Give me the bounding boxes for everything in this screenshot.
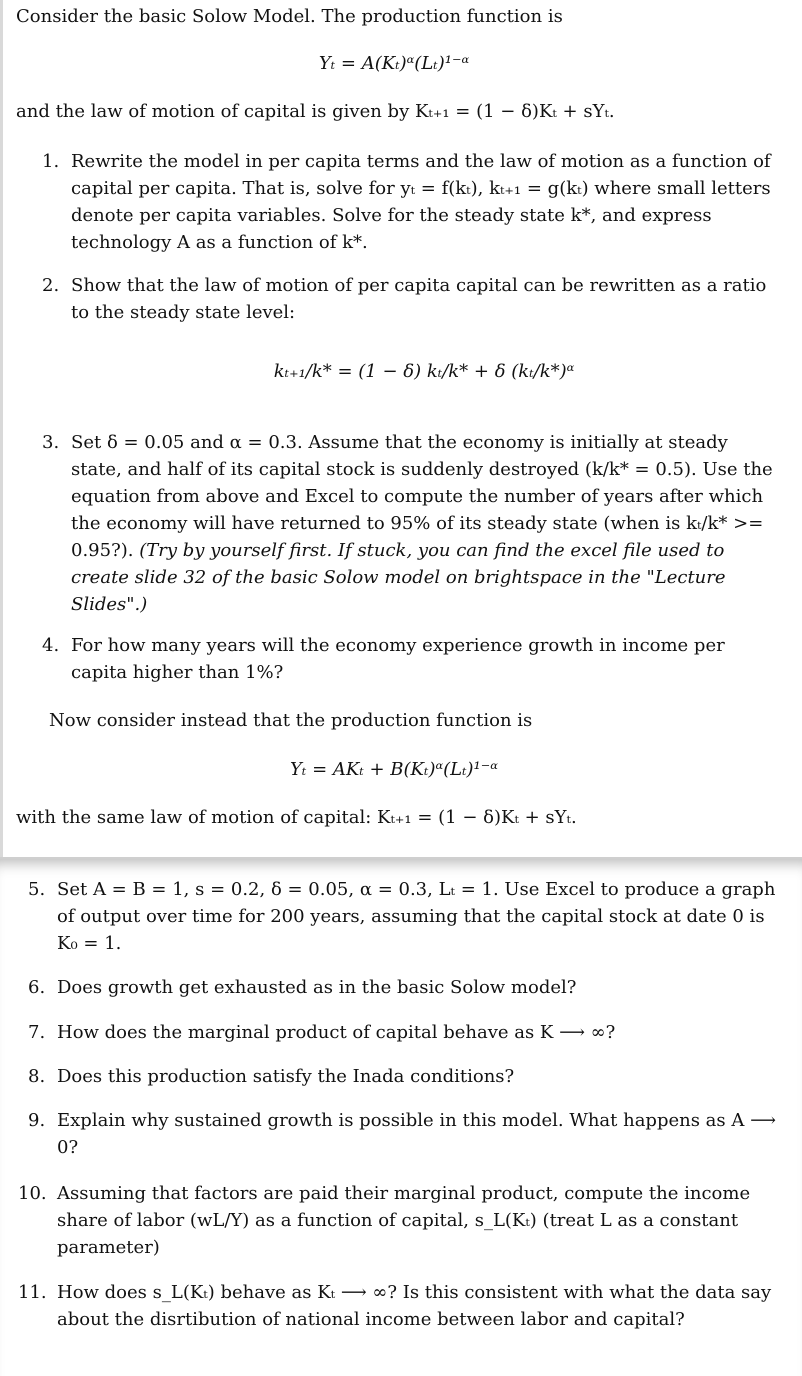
question-number: 1. [42, 151, 60, 172]
question-text: For how many years will the economy experience growth in income per capita higher than 1%? [71, 635, 725, 683]
question-number: 11. [18, 1282, 47, 1303]
question-text: Set A = B = 1, s = 0.2, δ = 0.05, α = 0.3, Lₜ = 1. Use Excel to produce a graph of output over time for 200 years, assuming that the capital stock at date 0 is K₀ = 1. [57, 879, 776, 954]
document-page-bottom [0, 857, 802, 1376]
question-number: 2. [42, 275, 60, 296]
part2-intro: Now consider instead that the production function is [49, 710, 533, 731]
question-number: 9. [28, 1110, 46, 1131]
question-text: How does s_L(Kₜ) behave as Kₜ ⟶ ∞? Is this consistent with what the data say about the disrtibution of national income between labor and capital? [57, 1282, 772, 1330]
question-body: Set δ = 0.05 and α = 0.3. Assume that the economy is initially at steady state, and half of its capital stock is suddenly destroyed (k/k* = 0.5). Use the equation from above and Excel to compute the number of years after which the economy will have returned to 95% of its steady state (when is kₜ/k* >= 0.95?). [71, 432, 773, 561]
question-hint: (Try by yourself first. If stuck, you can find the excel file used to create slide 32 of the basic Solow model on brightspace in the "Lecture Slides".) [71, 540, 726, 615]
question-text: How does the marginal product of capital behave as K ⟶ ∞? [57, 1022, 616, 1043]
question-number: 6. [28, 977, 46, 998]
question-number: 3. [42, 432, 60, 453]
question-number: 4. [42, 635, 60, 656]
question-number: 8. [28, 1066, 46, 1087]
part2-law-of-motion: with the same law of motion of capital: Kₜ₊₁ = (1 − δ)Kₜ + sYₜ. [16, 807, 577, 828]
question-text: Explain why sustained growth is possible in this model. What happens as A ⟶ 0? [57, 1110, 776, 1158]
law-of-motion-line: and the law of motion of capital is given by Kₜ₊₁ = (1 − δ)Kₜ + sYₜ. [16, 101, 615, 122]
question-text: Assuming that factors are paid their marginal product, compute the income share of labor (wL/Y) as a function of capital, s_L(Kₜ) (treat L as a constant parameter) [57, 1183, 751, 1258]
question-text: Rewrite the model in per capita terms and the law of motion as a function of capital per capita. That is, solve for yₜ = f(kₜ), kₜ₊₁ = g(kₜ) where small letters denote per capita variables. Solve for the steady state k*, and express technology A as a function of k*. [71, 151, 771, 253]
question-text: Show that the law of motion of per capita capital can be rewritten as a ratio to the steady state level: [71, 275, 767, 323]
question-number: 10. [18, 1183, 47, 1204]
production-function-equation: Yₜ = A(Kₜ)ᵅ(Lₜ)¹⁻ᵅ [318, 53, 470, 74]
question-text: Does this production satisfy the Inada conditions? [57, 1066, 515, 1087]
question-number: 7. [28, 1022, 46, 1043]
question-number: 5. [28, 879, 46, 900]
question-text: Does growth get exhausted as in the basic Solow model? [57, 977, 577, 998]
part2-production-equation: Yₜ = AKₜ + B(Kₜ)ᵅ(Lₜ)¹⁻ᵅ [290, 759, 498, 780]
intro-line: Consider the basic Solow Model. The production function is [16, 6, 563, 27]
question-text [71, 429, 781, 618]
ratio-equation: kₜ₊₁/k* = (1 − δ) kₜ/k* + δ (kₜ/k*)ᵅ [273, 361, 575, 382]
